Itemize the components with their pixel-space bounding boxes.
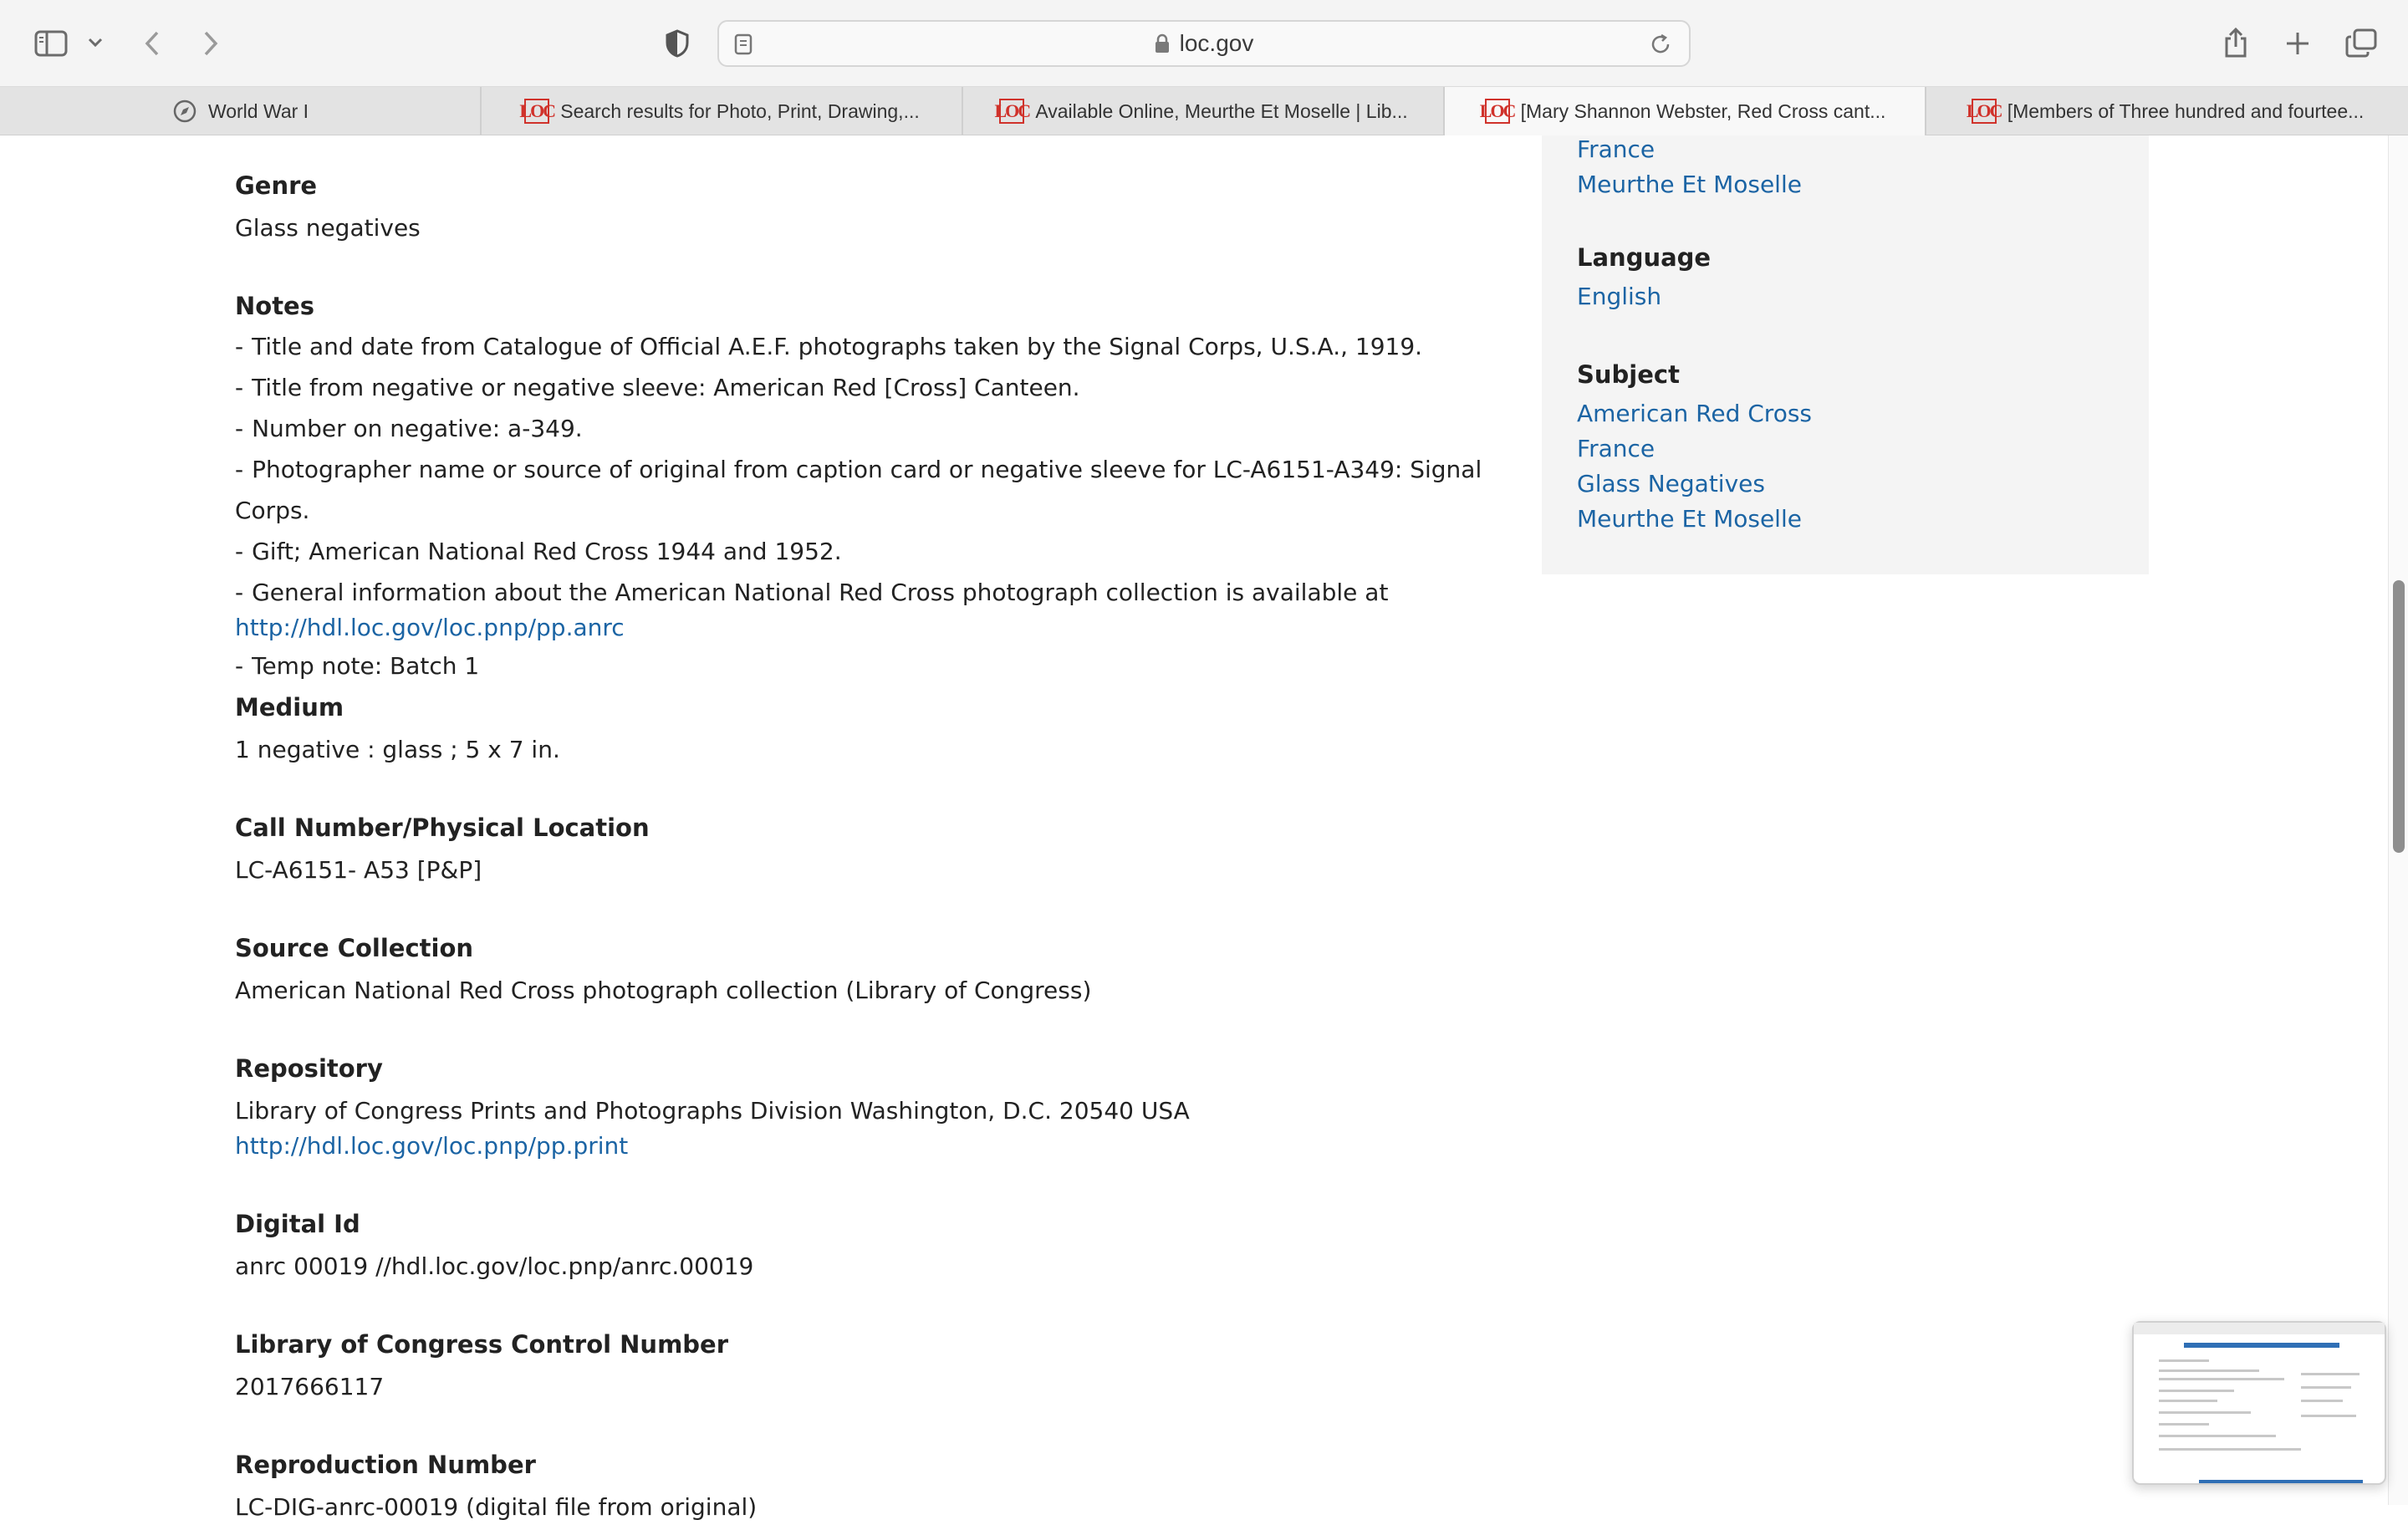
reproduction-number-label: Reproduction Number (235, 1451, 536, 1479)
notes-section (235, 289, 1489, 686)
sidebar-toggle-icon[interactable] (32, 25, 70, 62)
repository-label: Repository (235, 1054, 383, 1083)
medium-value: 1 negative : glass ; 5 x 7 in. (235, 736, 560, 763)
digital-id-section (235, 1207, 753, 1284)
tab-bar (0, 87, 2408, 135)
record-sidebar (1542, 135, 2149, 574)
tab-available-online[interactable] (963, 87, 1445, 135)
privacy-shield-icon[interactable] (661, 25, 694, 62)
loc-logo-icon: LOC (524, 99, 549, 124)
address-bar[interactable] (717, 20, 1691, 67)
compass-icon (171, 98, 198, 125)
forward-icon[interactable] (196, 25, 226, 62)
page-thumbnail-preview[interactable] (2132, 1321, 2386, 1485)
tab-label: Search results for Photo, Print, Drawing,... (560, 99, 920, 122)
tab-members-of-three-hundred[interactable] (1926, 87, 2408, 135)
call-number-section (235, 811, 650, 888)
browser-toolbar (0, 0, 2408, 87)
medium-section (235, 691, 560, 768)
note-item: - Photographer name or source of original from caption card or negative sleeve for LC-A6151-A349: Signal Corps. (235, 456, 1482, 524)
digital-id-label: Digital Id (235, 1210, 360, 1238)
genre-value: Glass negatives (235, 214, 421, 242)
loc-logo-icon: LOC (1485, 99, 1510, 124)
call-number-value: LC-A6151- A53 [P&P] (235, 856, 482, 884)
subject-link[interactable]: American Red Cross (1577, 400, 1812, 427)
tab-label: Available Online, Meurthe Et Moselle | Lib... (1035, 99, 1408, 122)
note-item: - Gift; American National Red Cross 1944 and 1952. (235, 538, 842, 565)
subject-link[interactable]: Glass Negatives (1577, 470, 1765, 497)
lccn-value: 2017666117 (235, 1373, 385, 1400)
lccn-label: Library of Congress Control Number (235, 1330, 729, 1359)
reproduction-number-section (235, 1448, 757, 1525)
tab-label: World War I (207, 99, 309, 122)
tab-mary-shannon-webster[interactable] (1445, 87, 1926, 135)
language-group (1577, 241, 1711, 314)
note-item: - Title from negative or negative sleeve: American Red [Cross] Canteen. (235, 374, 1080, 401)
tab-world-war-i[interactable] (0, 87, 482, 135)
language-link[interactable]: English (1577, 283, 1662, 310)
source-collection-label: Source Collection (235, 934, 474, 962)
tab-search-results[interactable] (482, 87, 963, 135)
tab-label: [Mary Shannon Webster, Red Cross cant... (1520, 99, 1886, 122)
reload-icon[interactable] (1647, 30, 1674, 59)
lccn-section (235, 1328, 728, 1405)
anrc-collection-link[interactable]: http://hdl.loc.gov/loc.pnp/pp.anrc (235, 614, 625, 641)
tab-overview-icon[interactable] (2343, 25, 2380, 62)
note-item: - General information about the American National Red Cross photograph collection is available at (235, 579, 1389, 606)
subject-label: Subject (1577, 360, 1680, 389)
language-label: Language (1577, 243, 1712, 272)
pp-print-link[interactable]: http://hdl.loc.gov/loc.pnp/pp.print (235, 1132, 629, 1160)
location-link[interactable]: France (1577, 135, 1656, 163)
location-link[interactable]: Meurthe Et Moselle (1577, 171, 1802, 198)
reproduction-number-value: LC-DIG-anrc-00019 (digital file from original) (235, 1493, 758, 1521)
note-item: - Temp note: Batch 1 (235, 652, 480, 680)
subject-link[interactable]: Meurthe Et Moselle (1577, 505, 1802, 533)
genre-section (235, 169, 421, 246)
source-collection-value: American National Red Cross photograph collection (Library of Congress) (235, 977, 1092, 1004)
tab-label: [Members of Three hundred and fourtee... (2007, 99, 2365, 122)
source-collection-section (235, 931, 1091, 1008)
url-text: loc.gov (1179, 30, 1254, 56)
chevron-down-icon[interactable] (84, 30, 107, 55)
note-item: - Title and date from Catalogue of Official A.E.F. photographs taken by the Signal Corps, U.S.A., 1919. (235, 333, 1423, 360)
call-number-label: Call Number/Physical Location (235, 814, 650, 842)
new-tab-icon[interactable] (2281, 25, 2314, 62)
page-content (0, 135, 2408, 1521)
medium-label: Medium (235, 693, 344, 722)
notes-label: Notes (235, 292, 314, 320)
location-group (1577, 132, 1802, 202)
loc-logo-icon: LOC (1972, 99, 1997, 124)
lock-icon (1155, 33, 1170, 54)
share-icon[interactable] (2219, 23, 2252, 62)
genre-label: Genre (235, 171, 318, 200)
repository-section (235, 1052, 1190, 1164)
repository-value: Library of Congress Prints and Photographs Division Washington, D.C. 20540 USA (235, 1097, 1190, 1125)
note-item: - Number on negative: a-349. (235, 415, 583, 442)
back-icon[interactable] (137, 25, 167, 62)
subject-link[interactable]: France (1577, 435, 1656, 462)
vertical-scrollbar[interactable] (2388, 135, 2408, 1505)
digital-id-value: anrc 00019 //hdl.loc.gov/loc.pnp/anrc.00019 (235, 1252, 754, 1280)
scrollbar-thumb[interactable] (2393, 580, 2405, 853)
subject-group (1577, 358, 1812, 537)
loc-logo-icon: LOC (999, 99, 1024, 124)
